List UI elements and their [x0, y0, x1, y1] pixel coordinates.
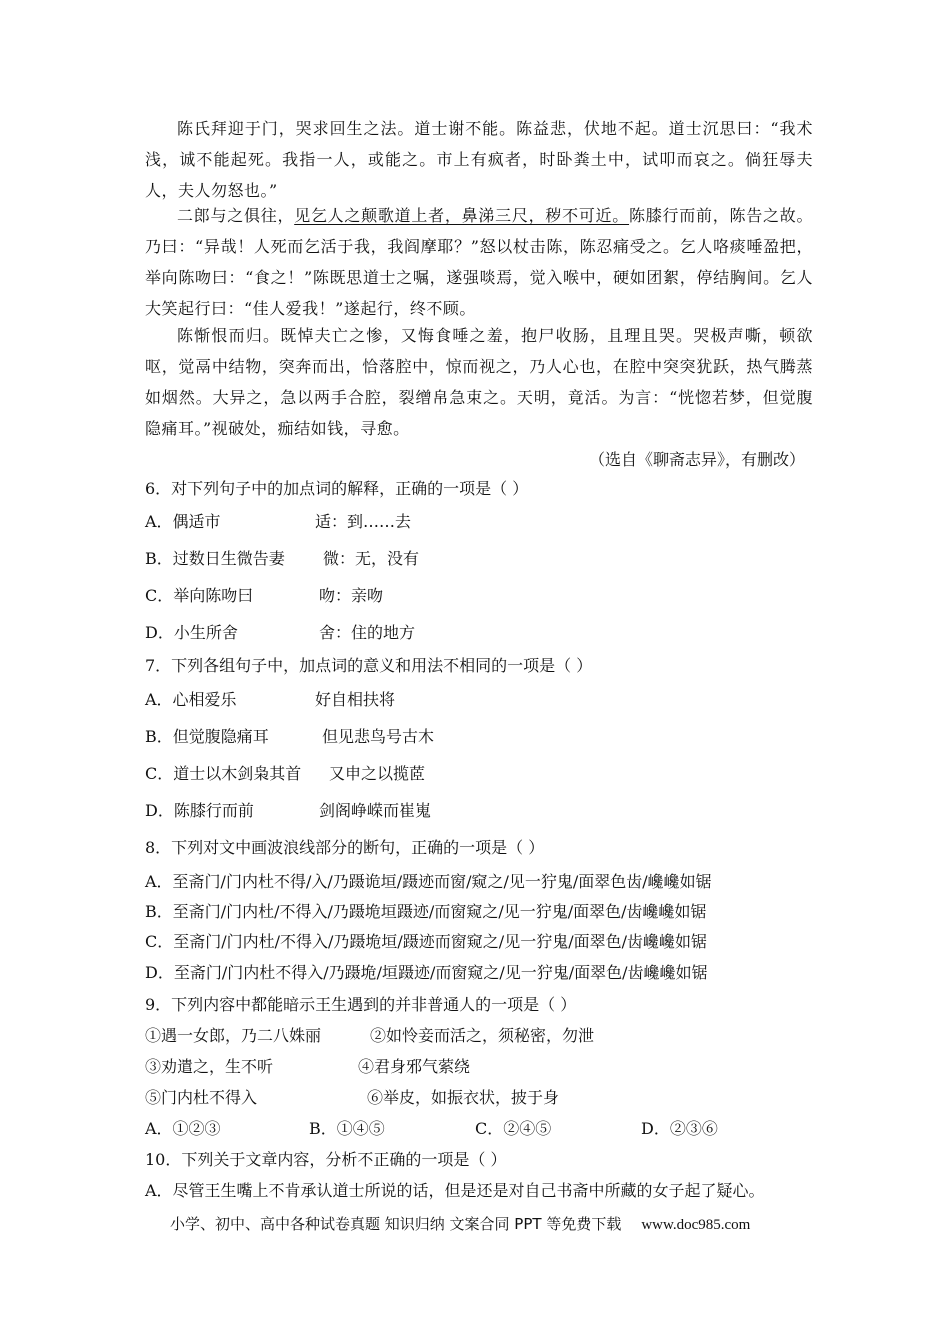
question-9-option-c[interactable]: C．②④⑤ [475, 1119, 552, 1138]
question-10-option-a[interactable]: A．尽管王生嘴上不肯承认道士所说的话，但是还是对自己书斋中所藏的女子起了疑心。 [145, 1181, 765, 1200]
passage-paragraph-2 [145, 200, 813, 324]
item-right: ⑥举皮，如振衣状，披于身 [367, 1088, 560, 1107]
option-text: D．小生所舍 [145, 623, 238, 642]
question-9-options [145, 1117, 718, 1141]
item-right: ②如怜妾而活之，须秘密，勿泄 [370, 1026, 595, 1045]
question-8-option-b[interactable]: B．至斋门/门内杜/不得入/乃蹑垝垣蹑迹/而窗窥之/见一狞鬼/面翠色/齿巉巉如锯 [145, 902, 707, 921]
question-6-option-a[interactable] [145, 510, 412, 534]
option-explanation: 舍：住的地方 [319, 623, 416, 642]
question-7-stem: 7．下列各组句子中，加点词的意义和用法不相同的一项是（ ） [145, 656, 593, 675]
question-7-option-c[interactable] [145, 762, 426, 786]
question-7-option-d[interactable] [145, 799, 432, 823]
question-8-option-c[interactable]: C．至斋门/门内杜/不得入/乃蹑垝垣/蹑迹而窗窥之/见一狞鬼/面翠色/齿巉巉如锯 [145, 932, 707, 951]
question-9-items-row-3 [145, 1086, 560, 1110]
question-9-option-d[interactable]: D．②③⑥ [641, 1119, 718, 1138]
wavy-underlined-sentence: 见乞人之颠歌道上者，鼻涕三尺，秽不可近。 [294, 206, 630, 225]
question-8-option-d[interactable]: D．至斋门/门内杜不得入/乃蹑垝/垣蹑迹/而窗窥之/见一狞鬼/面翠色/齿巉巉如锯 [145, 963, 708, 982]
option-explanation: 适：到……去 [315, 512, 412, 531]
question-8-stem: 8．下列对文中画波浪线部分的断句，正确的一项是（ ） [145, 838, 545, 857]
item-left: ①遇一女郎，乃二八姝丽 [145, 1026, 322, 1045]
option-text: C．举向陈吻曰 [145, 586, 254, 605]
question-9-items-row-1 [145, 1024, 595, 1048]
passage-p2-rest: 陈膝行而前，陈告之故。乃曰：“异哉！人死而乞活于我，我阎摩耶？”怒以杖击陈，陈忍痛受之。乞人咯痰唾盈把，举向陈吻曰：“食之！”陈既思道士之嘱，遂强啖焉，觉入喉中，硬如团絮，停结胸间。乞人大笑起行曰：“佳人爱我！”遂起行，终不顾。 [145, 206, 813, 318]
question-6-stem: 6．对下列句子中的加点词的解释，正确的一项是（ ） [145, 479, 529, 498]
option-sentence-1: B．但觉腹隐痛耳 [145, 727, 269, 746]
option-sentence-2: 但见悲鸟号古木 [322, 727, 435, 746]
option-sentence-2: 剑阁峥嵘而崔嵬 [319, 801, 432, 820]
item-left: ③劝遣之，生不听 [145, 1057, 274, 1076]
question-9-option-b[interactable]: B．①④⑤ [309, 1119, 385, 1138]
question-7-option-a[interactable] [145, 688, 396, 712]
page-footer [170, 1212, 750, 1237]
question-10-stem: 10．下列关于文章内容，分析不正确的一项是（ ） [145, 1150, 507, 1169]
question-9-stem: 9．下列内容中都能暗示王生遇到的并非普通人的一项是（ ） [145, 995, 577, 1014]
option-text: B．过数日生微告妻 [145, 549, 285, 568]
question-9-items-row-2 [145, 1055, 471, 1079]
footer-url[interactable]: www.doc985.com [641, 1217, 751, 1233]
question-6-option-d[interactable] [145, 621, 416, 645]
question-7-option-b[interactable] [145, 725, 435, 749]
question-6-option-b[interactable] [145, 547, 420, 571]
passage-source: （选自《聊斋志异》，有删改） [588, 450, 805, 469]
option-explanation: 微：无，没有 [323, 549, 420, 568]
option-sentence-2: 好自相扶将 [315, 690, 396, 709]
option-sentence-1: C．道士以木剑枭其首 [145, 764, 302, 783]
passage-paragraph-3: 陈惭恨而归。既悼夫亡之惨，又悔食唾之羞，抱尸收肠，且理且哭。哭极声嘶，顿欲呕，觉鬲中结物，突奔而出，恰落腔中，惊而视之，乃人心也，在腔中突突犹跃，热气腾蒸如烟然。大异之，急以两手合腔，裂缯帛急束之。天明，竟活。为言：“恍惚若梦，但觉腹隐痛耳。”视破处，痂结如钱，寻愈。 [145, 326, 813, 438]
question-6-option-c[interactable] [145, 584, 384, 608]
question-9-option-a[interactable]: A．①②③ [145, 1119, 221, 1138]
item-right: ④君身邪气萦绕 [358, 1057, 471, 1076]
option-text: A．偶适市 [145, 512, 221, 531]
option-sentence-1: A．心相爱乐 [145, 690, 237, 709]
option-explanation: 吻：亲吻 [319, 586, 384, 605]
passage-p2-lead: 二郎与之俱往， [177, 206, 295, 225]
item-left: ⑤门内杜不得入 [145, 1088, 258, 1107]
option-sentence-1: D．陈膝行而前 [145, 801, 254, 820]
footer-text: 小学、初中、高中各种试卷真题 知识归纳 文案合同 PPT 等免费下载 [170, 1215, 622, 1233]
question-8-option-a[interactable]: A．至斋门/门内杜不得/入/乃蹑诡垣/蹑迹而窗/窥之/见一狞鬼/面翠色齿/巉巉如锯 [145, 872, 712, 891]
option-sentence-2: 又申之以揽茝 [329, 764, 426, 783]
passage-paragraph-1: 陈氏拜迎于门，哭求回生之法。道士谢不能。陈益悲，伏地不起。道士沉思曰：“我术浅，诚不能起死。我指一人，或能之。市上有疯者，时卧粪土中，试叩而哀之。倘狂辱夫人，夫人勿怒也。” [145, 119, 813, 200]
